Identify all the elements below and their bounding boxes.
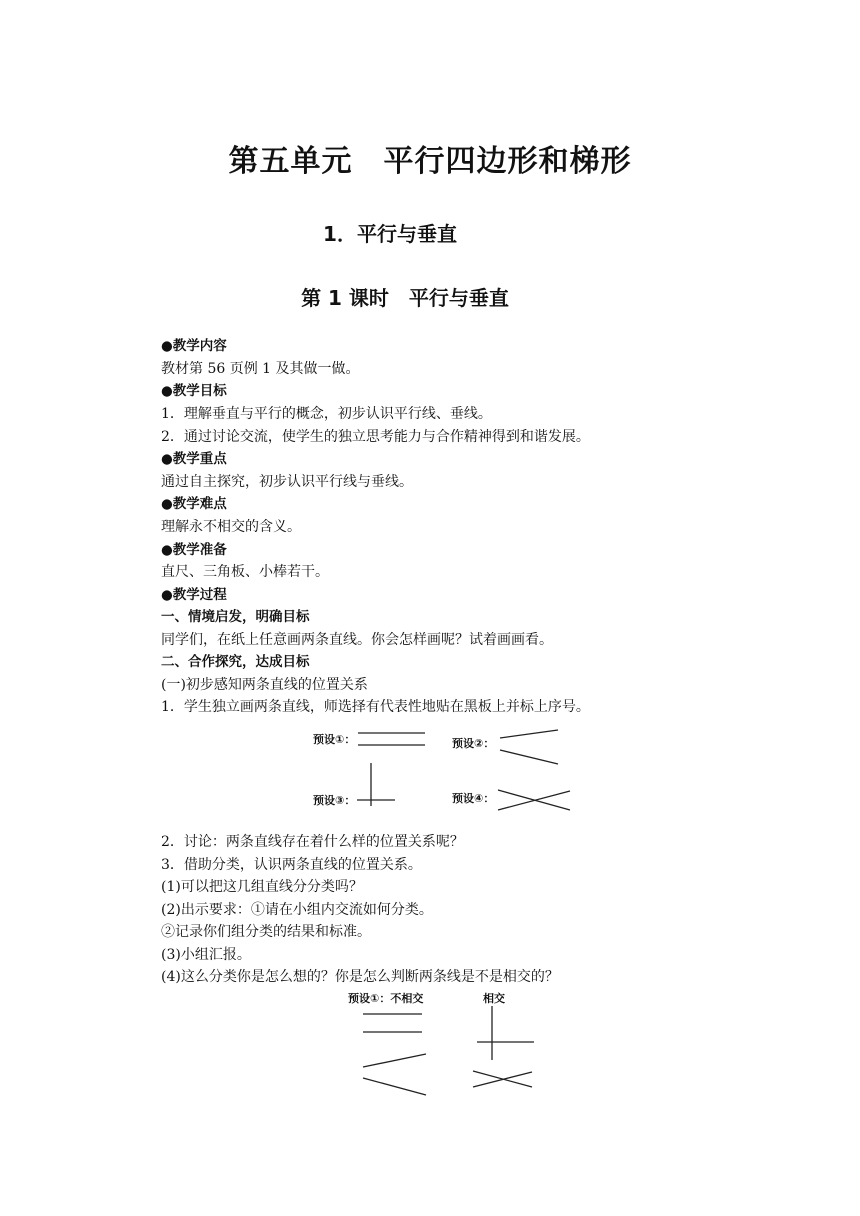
group-label-non-intersecting: 预设①：不相交: [348, 992, 424, 1005]
text-line: ②记录你们组分类的结果和标准。: [161, 924, 371, 940]
heading-teaching-goals: ●教学目标: [161, 383, 227, 399]
text-line: 2．通过讨论交流，使学生的独立思考能力与合作精神得到和谐发展。: [161, 429, 590, 445]
preset-3-perpendicular-lines: [355, 760, 400, 808]
text-line: (4)这么分类你是怎么想的？你是怎么判断两条线是不是相交的？: [161, 969, 559, 985]
preset-label: 预设②：: [452, 737, 495, 750]
heading-process: ●教学过程: [161, 587, 227, 603]
text-line: (一)初步感知两条直线的位置关系: [161, 677, 368, 693]
text-line: 1．学生独立画两条直线，师选择有代表性地贴在黑板上并标上序号。: [161, 699, 590, 715]
text-line: 1．理解垂直与平行的概念，初步认识平行线、垂线。: [161, 406, 492, 422]
preset-label: 预设④：: [452, 792, 495, 805]
text-line: (3)小组汇报。: [161, 947, 251, 963]
heading-preparation: ●教学准备: [161, 542, 227, 558]
preset-4-crossing-lines: [495, 786, 575, 814]
subheading-step-2: 二、合作探究，达成目标: [161, 654, 310, 670]
intersecting-crossing-lines: [470, 1067, 536, 1093]
text-line: (1)可以把这几组直线分分类吗？: [161, 879, 363, 895]
heading-teaching-content: ●教学内容: [161, 338, 227, 354]
preset-label: 预设①：: [313, 733, 356, 746]
text-line: 通过自主探究，初步认识平行线与垂线。: [161, 474, 413, 490]
section-title: 1．平行与垂直: [323, 222, 457, 246]
non-intersecting-parallel-lines: [360, 1008, 430, 1038]
non-intersecting-slanted-lines: [360, 1050, 430, 1100]
text-line: 同学们，在纸上任意画两条直线。你会怎样画呢？试着画画看。: [161, 632, 553, 648]
group-label-intersecting: 相交: [483, 992, 505, 1005]
unit-title: 第五单元 平行四边形和梯形: [228, 144, 632, 179]
text-line: 教材第 56 页例 1 及其做一做。: [161, 361, 360, 377]
preset-2-non-intersecting-lines: [495, 726, 565, 768]
text-line: 3．借助分类，认识两条直线的位置关系。: [161, 857, 422, 873]
lesson-title: 第 1 课时 平行与垂直: [301, 286, 509, 310]
text-line: 理解永不相交的含义。: [161, 519, 301, 535]
heading-difficulties: ●教学难点: [161, 496, 227, 512]
subheading-step-1: 一、情境启发，明确目标: [161, 609, 310, 625]
preset-label: 预设③：: [313, 794, 356, 807]
preset-1-parallel-lines: [355, 728, 430, 752]
text-line: 直尺、三角板、小棒若干。: [161, 564, 329, 580]
heading-key-points: ●教学重点: [161, 451, 227, 467]
text-line: (2)出示要求：①请在小组内交流如何分类。: [161, 902, 433, 918]
intersecting-perpendicular-lines: [474, 1004, 538, 1062]
text-line: 2．讨论：两条直线存在着什么样的位置关系呢？: [161, 834, 464, 850]
